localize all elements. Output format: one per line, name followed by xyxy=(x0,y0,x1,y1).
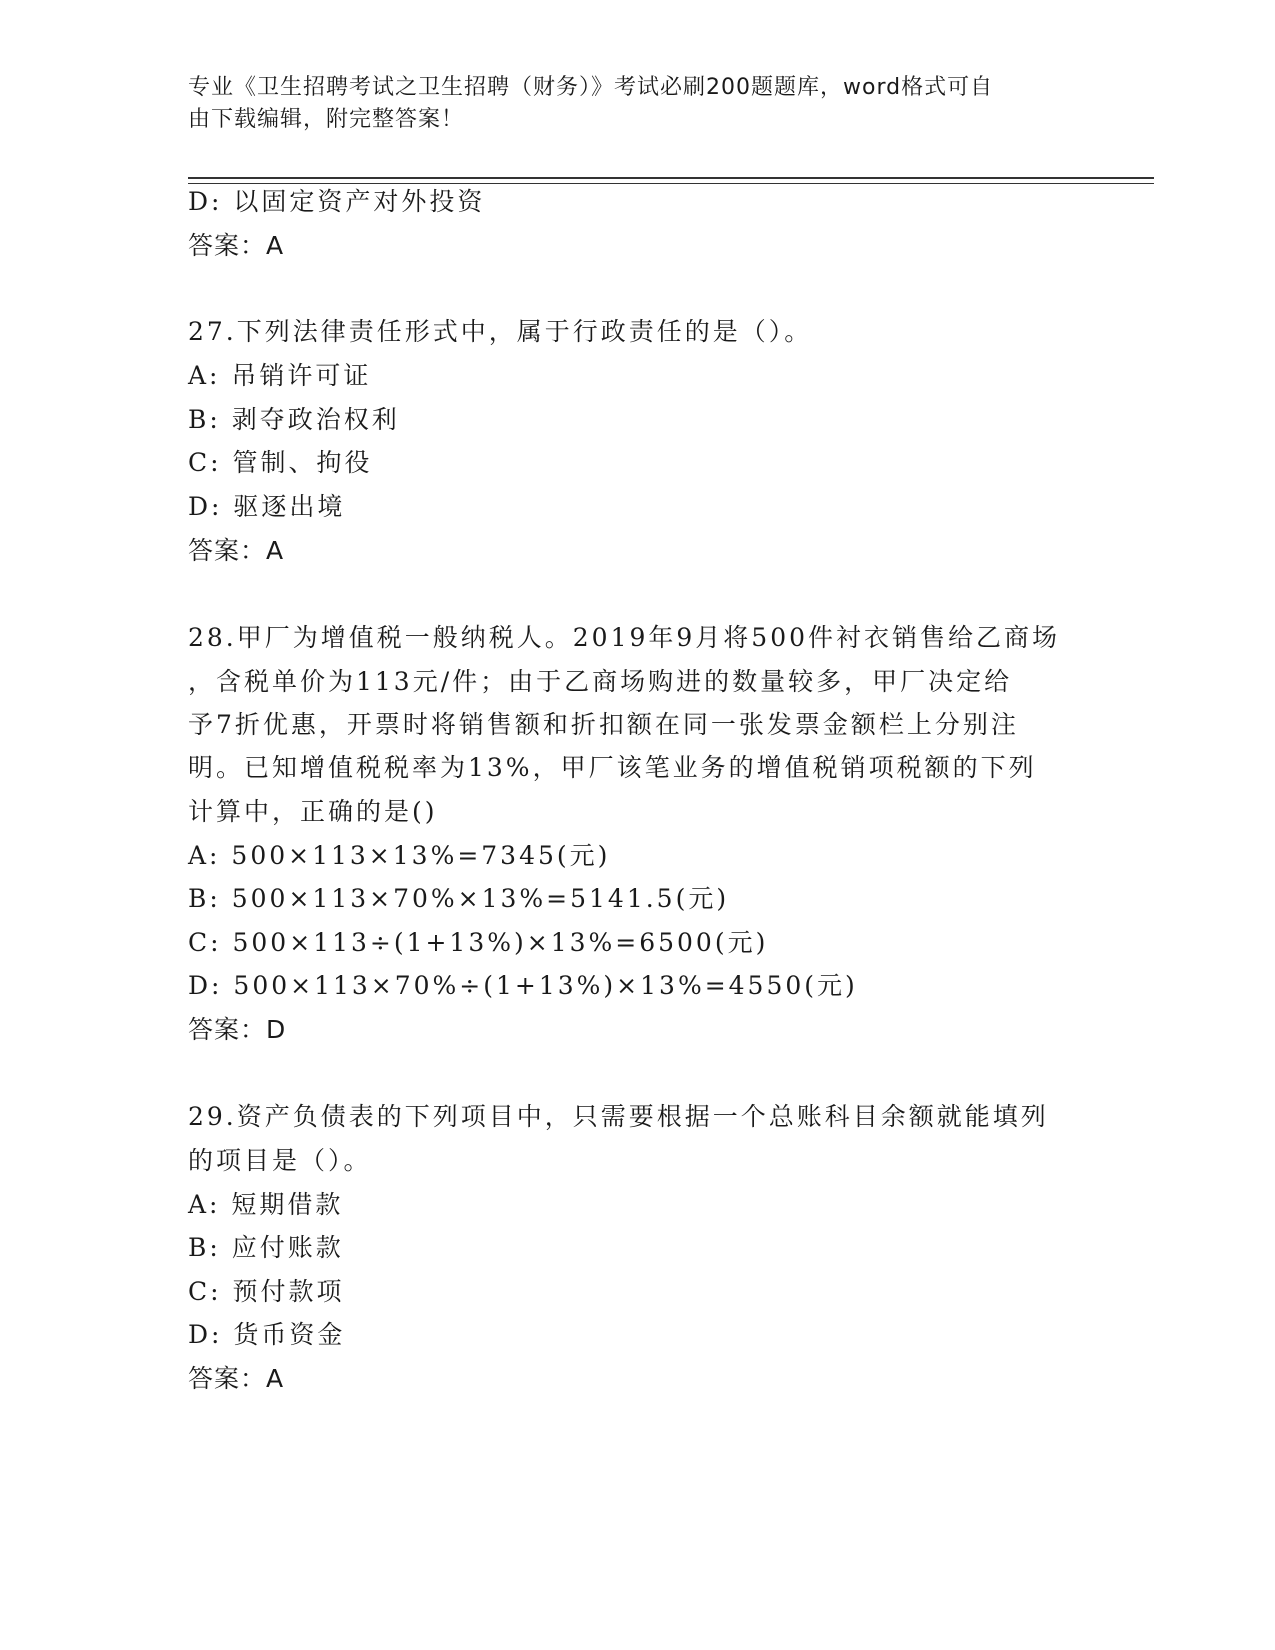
q28-stem-line-3: 予7折优惠，开票时将销售额和折扣额在同一张发票金额栏上分别注 xyxy=(188,710,1019,739)
q28-option-a: A: 500×113×13%=7345(元) xyxy=(188,841,611,870)
q29-stem-line-1: 29.资产负债表的下列项目中，只需要根据一个总账科目余额就能填列 xyxy=(188,1102,1049,1131)
header-divider xyxy=(188,177,1154,179)
q28-option-d: D: 500×113×70%÷(1+13%)×13%=4550(元) xyxy=(188,971,858,1000)
q28-answer: 答案：D xyxy=(188,1015,287,1044)
q29-option-b: B: 应付账款 xyxy=(188,1233,344,1262)
q29-option-a: A: 短期借款 xyxy=(188,1190,344,1219)
q27-option-d: D: 驱逐出境 xyxy=(188,492,346,521)
prev-option-d: D: 以固定资产对外投资 xyxy=(188,187,486,216)
q28-stem-line-1: 28.甲厂为增值税一般纳税人。2019年9月将500件衬衣销售给乙商场 xyxy=(188,623,1061,652)
header-divider-thin xyxy=(188,183,1154,184)
q27-stem: 27.下列法律责任形式中，属于行政责任的是（）。 xyxy=(188,317,813,346)
q28-stem-line-4: 明。已知增值税税率为13%，甲厂该笔业务的增值税销项税额的下列 xyxy=(188,753,1037,782)
q29-option-c: C: 预付款项 xyxy=(188,1277,345,1306)
q28-stem-line-2: ，含税单价为113元/件；由于乙商场购进的数量较多，甲厂决定给 xyxy=(188,667,1013,696)
q29-answer: 答案：A xyxy=(188,1364,285,1393)
q28-option-b: B: 500×113×70%×13%=5141.5(元) xyxy=(188,884,730,913)
document-header xyxy=(188,72,1068,136)
header-title-line-1: 专业《卫生招聘考试之卫生招聘（财务）》考试必刷200题题库，word格式可自 xyxy=(188,75,994,100)
q28-stem-line-5: 计算中，正确的是() xyxy=(188,797,438,826)
q27-answer: 答案：A xyxy=(188,536,285,565)
q28-option-c: C: 500×113÷(1+13%)×13%=6500(元) xyxy=(188,928,769,957)
q29-stem-line-2: 的项目是（）。 xyxy=(188,1146,372,1175)
q27-option-c: C: 管制、拘役 xyxy=(188,448,373,477)
q27-option-b: B: 剥夺政治权利 xyxy=(188,405,400,434)
prev-answer: 答案：A xyxy=(188,231,285,260)
header-title-line-2: 由下载编辑，附完整答案！ xyxy=(188,107,465,132)
q29-option-d: D: 货币资金 xyxy=(188,1320,346,1349)
q27-option-a: A: 吊销许可证 xyxy=(188,361,372,390)
